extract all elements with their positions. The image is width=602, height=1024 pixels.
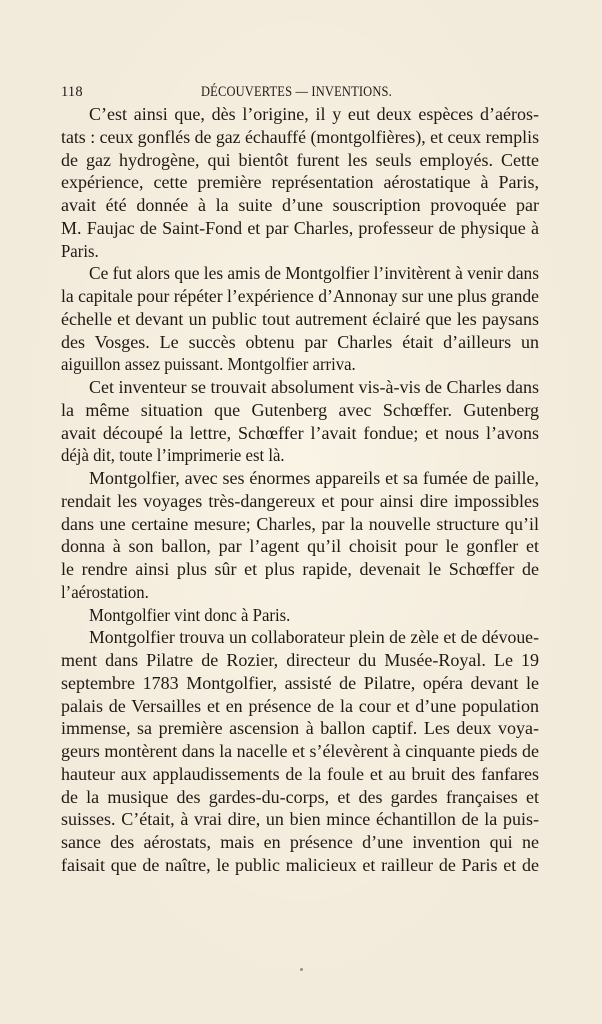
text-line bbox=[61, 149, 539, 172]
text-line-content: déjà dit, toute l’imprimerie est là. bbox=[61, 445, 285, 466]
text-line bbox=[61, 467, 539, 490]
text-line bbox=[61, 240, 539, 263]
text-line-content: le rendre ainsi plus sûr et plus rapide, devenait le Schœffer de bbox=[61, 559, 539, 579]
text-line-content: rendait les voyages très-dangereux et pour ainsi dire impossibles bbox=[61, 490, 539, 511]
text-line-content: avait découpé la lettre, Schœffer l’avait fondue; et nous l’avons bbox=[61, 422, 540, 443]
text-line bbox=[61, 717, 539, 740]
text-line bbox=[61, 649, 539, 672]
text-line bbox=[61, 353, 539, 376]
text-line bbox=[61, 126, 539, 149]
text-line-content: avait été donnée à la suite d’une souscription provoquée par bbox=[61, 195, 539, 215]
text-line bbox=[61, 786, 539, 809]
text-line bbox=[61, 695, 539, 718]
text-line-content: de gaz hydrogène, qui bientôt furent les seuls employés. Cette bbox=[61, 149, 539, 170]
text-line-content: palais de Versailles et en présence de la cour et d’une population bbox=[61, 695, 539, 716]
text-line-content: la même situation que Gutenberg avec Schœffer. Gutenberg bbox=[61, 399, 540, 420]
text-line-content: des Vosges. Le succès obtenu par Charles était d’ailleurs un bbox=[61, 331, 540, 352]
text-line bbox=[61, 604, 539, 627]
text-line bbox=[61, 308, 539, 331]
text-line bbox=[61, 672, 539, 695]
text-line-content: aiguillon assez puissant. Montgolfier arriva. bbox=[61, 354, 356, 375]
text-line bbox=[61, 626, 539, 649]
text-line bbox=[61, 535, 539, 558]
text-line-content: Montgolfier, avec ses énormes appareils et sa fumée de paille, bbox=[89, 468, 540, 488]
text-line bbox=[61, 376, 539, 399]
text-line-content: l’aérostation. bbox=[61, 581, 149, 602]
text-line-content: faisait que de naître, le public malicieux et railleur de Paris et de bbox=[61, 854, 539, 875]
text-line bbox=[61, 171, 539, 194]
text-line bbox=[61, 262, 539, 285]
body-text bbox=[61, 103, 539, 877]
text-line-content: tats : ceux gonflés de gaz échauffé (montgolfières), et ceux remplis bbox=[61, 126, 540, 147]
text-line bbox=[61, 422, 539, 445]
text-line-content: Paris. bbox=[61, 240, 99, 261]
text-line bbox=[61, 444, 539, 467]
text-line bbox=[61, 831, 539, 854]
text-line bbox=[61, 581, 539, 604]
page-number: 118 bbox=[61, 84, 83, 100]
text-line-content: suisses. C’était, à vrai dire, un bien mince échantillon de la puis- bbox=[61, 809, 539, 830]
text-line bbox=[61, 194, 539, 217]
text-line-content: expérience, cette première représentation aérostatique à Paris, bbox=[61, 172, 540, 193]
text-line-content: Ce fut alors que les amis de Montgolfier l’invitèrent à venir dans bbox=[89, 263, 540, 284]
text-line bbox=[61, 331, 539, 354]
text-line bbox=[61, 740, 539, 763]
text-line bbox=[61, 490, 539, 513]
text-line-content: ment dans Pilatre de Rozier, directeur du Musée-Royal. Le 19 bbox=[61, 650, 540, 670]
running-title: DÉCOUVERTES — INVENTIONS. bbox=[201, 84, 392, 100]
text-line-content: donna à son ballon, par l’agent qu’il choisit pour le gonfler et bbox=[61, 536, 539, 557]
text-line bbox=[61, 399, 539, 422]
text-line-content: Montgolfier vint donc à Paris. bbox=[89, 604, 291, 625]
text-line-content: M. Faujac de Saint-Fond et par Charles, professeur de physique à bbox=[61, 217, 539, 238]
text-line bbox=[61, 103, 539, 126]
text-line bbox=[61, 808, 539, 831]
text-line bbox=[61, 513, 539, 536]
text-line-content: échelle et devant un public tout autrement éclairé que les paysans bbox=[61, 308, 540, 329]
text-line bbox=[61, 763, 539, 786]
text-line-content: septembre 1783 Montgolfier, assisté de Pilatre, opéra devant le bbox=[61, 672, 540, 693]
text-line-content: Cet inventeur se trouvait absolument vis-à-vis de Charles dans bbox=[89, 377, 539, 397]
text-line-content: Montgolfier trouva un collaborateur plein de zèle et de dévoue- bbox=[89, 627, 539, 648]
paper-speck bbox=[300, 968, 303, 971]
text-line-content: hauteur aux applaudissements de la foule et au bruit des fanfares bbox=[61, 763, 540, 784]
text-line-content: de la musique des gardes-du-corps, et des gardes françaises et bbox=[61, 786, 539, 807]
text-line-content: sance des aérostats, mais en présence d’une invention qui ne bbox=[61, 832, 539, 852]
text-line bbox=[61, 217, 539, 240]
text-line-content: dans une certaine mesure; Charles, par la nouvelle structure qu’il bbox=[61, 513, 539, 534]
text-line-content: C’est ainsi que, dès l’origine, il y eut deux espèces d’aéros- bbox=[89, 104, 539, 124]
text-line-content: immense, sa première ascension à ballon captif. Les deux voya- bbox=[61, 718, 539, 739]
text-line bbox=[61, 285, 539, 308]
text-line-content: la capitale pour répéter l’expérience d’Annonay sur une plus grande bbox=[61, 286, 539, 306]
text-line bbox=[61, 854, 539, 877]
text-line bbox=[61, 558, 539, 581]
text-line-content: geurs montèrent dans la nacelle et s’élevèrent à cinquante pieds de bbox=[61, 741, 539, 761]
